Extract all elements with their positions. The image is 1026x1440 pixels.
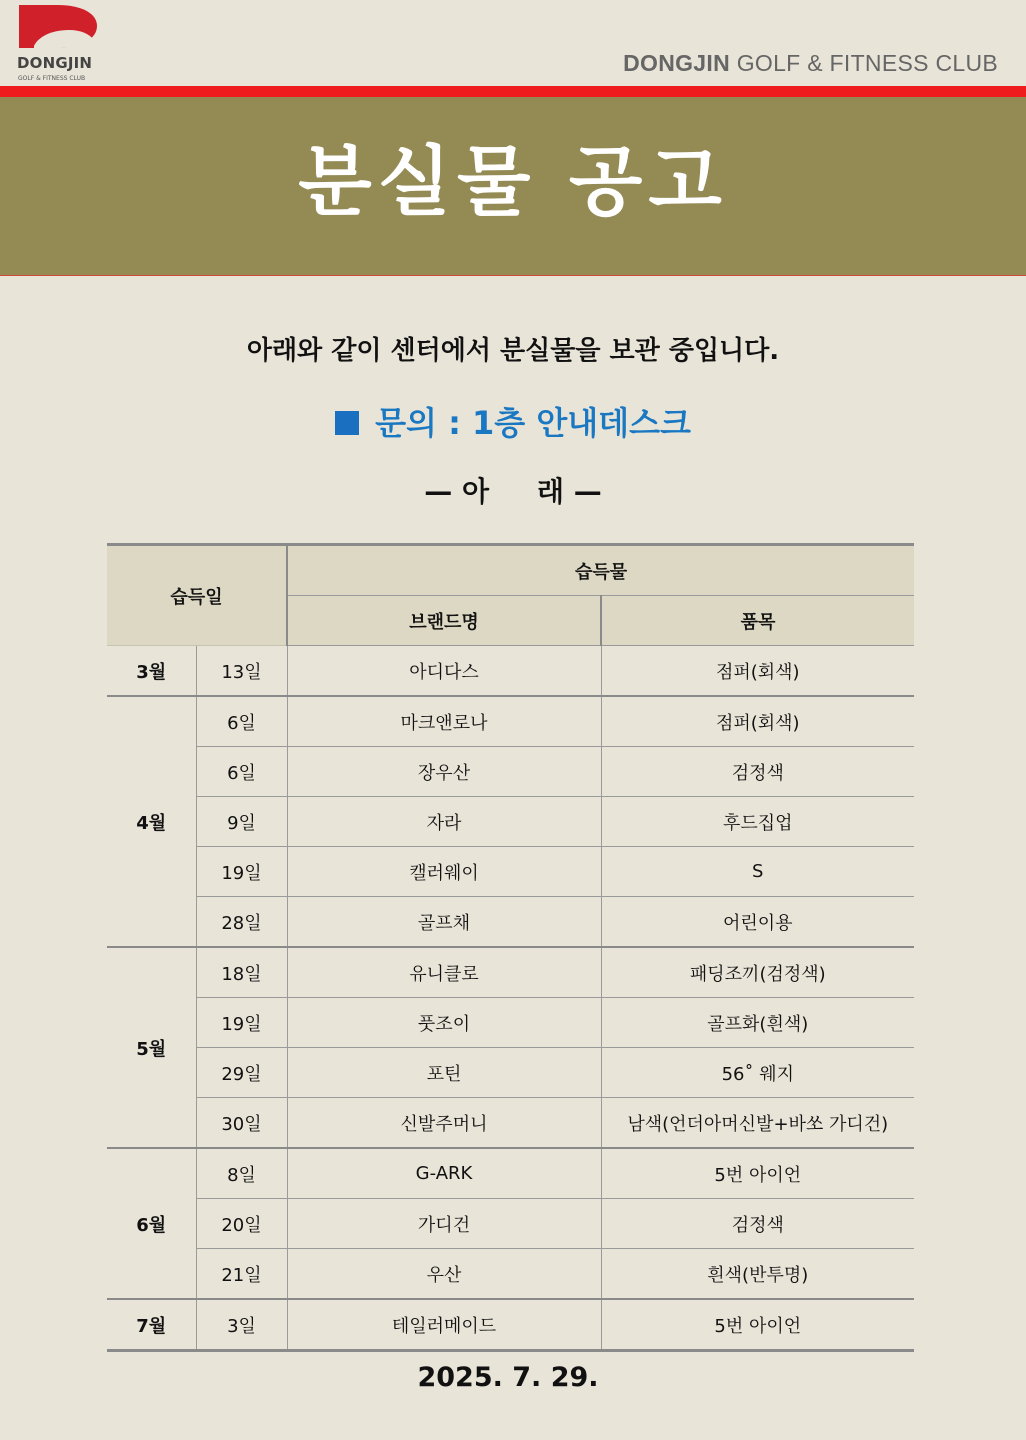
- below-heading-right: 래 —: [537, 475, 602, 508]
- table-row: [107, 696, 914, 747]
- page-title: 분실물 공고: [298, 137, 728, 226]
- month-cell: 5월: [107, 947, 196, 1148]
- item-cell: 후드집업: [601, 797, 914, 847]
- day-cell: 29일: [196, 1048, 287, 1098]
- header-brand: 브랜드명: [287, 596, 601, 646]
- item-cell: 점퍼(회색): [601, 696, 914, 747]
- logo-name: DONGJIN: [17, 54, 93, 72]
- day-cell: 21일: [196, 1249, 287, 1300]
- brand-cell: 아디다스: [287, 646, 601, 697]
- table-row: [107, 1299, 914, 1351]
- title-banner: [0, 97, 1026, 276]
- logo: [17, 4, 99, 82]
- table-row: [107, 1249, 914, 1300]
- day-cell: 28일: [196, 897, 287, 948]
- item-cell: S: [601, 847, 914, 897]
- brand-cell: 테일러메이드: [287, 1299, 601, 1351]
- contact-line: [0, 398, 1026, 444]
- header-item: 품목: [601, 596, 914, 646]
- item-cell: 남색(언더아머신발+바쏘 가디건): [601, 1098, 914, 1149]
- month-cell: 3월: [107, 646, 196, 697]
- table-row: [107, 747, 914, 797]
- table-row: [107, 1148, 914, 1199]
- day-cell: 19일: [196, 998, 287, 1048]
- page-header: [0, 0, 1026, 86]
- table-row: [107, 1199, 914, 1249]
- brand-cell: 장우산: [287, 747, 601, 797]
- brand-cell: 자라: [287, 797, 601, 847]
- item-cell: 검정색: [601, 1199, 914, 1249]
- square-bullet-icon: [335, 411, 359, 435]
- day-cell: 6일: [196, 696, 287, 747]
- item-cell: 5번 아이언: [601, 1299, 914, 1351]
- header-date: 습득일: [107, 545, 287, 646]
- item-cell: 5번 아이언: [601, 1148, 914, 1199]
- contact-text: 문의 : 1층 안내데스크: [375, 404, 691, 442]
- day-cell: 3일: [196, 1299, 287, 1351]
- day-cell: 9일: [196, 797, 287, 847]
- item-cell: 어린이용: [601, 897, 914, 948]
- day-cell: 13일: [196, 646, 287, 697]
- day-cell: 20일: [196, 1199, 287, 1249]
- item-cell: 골프화(흰색): [601, 998, 914, 1048]
- item-cell: 56˚ 웨지: [601, 1048, 914, 1098]
- table-row: [107, 847, 914, 897]
- day-cell: 8일: [196, 1148, 287, 1199]
- brand-cell: 포틴: [287, 1048, 601, 1098]
- club-name-rest: GOLF & FITNESS CLUB: [730, 50, 998, 76]
- below-heading-left: — 아: [424, 475, 489, 508]
- day-cell: 18일: [196, 947, 287, 998]
- logo-subtitle: GOLF & FITNESS CLUB: [18, 75, 86, 82]
- brand-cell: 캘러웨이: [287, 847, 601, 897]
- notice-date: 2025. 7. 29.: [417, 1362, 599, 1393]
- brand-cell: 풋조이: [287, 998, 601, 1048]
- club-name: [623, 50, 998, 77]
- month-cell: 6월: [107, 1148, 196, 1299]
- red-divider: [0, 86, 1026, 97]
- intro-text: 아래와 같이 센터에서 분실물을 보관 중입니다.: [246, 336, 780, 366]
- lost-items-table: [107, 543, 914, 1352]
- item-cell: 패딩조끼(검정색): [601, 947, 914, 998]
- table-row: [107, 797, 914, 847]
- brand-cell: G-ARK: [287, 1148, 601, 1199]
- club-name-bold: DONGJIN: [623, 50, 730, 76]
- brand-cell: 골프채: [287, 897, 601, 948]
- table-row: [107, 897, 914, 948]
- month-cell: 4월: [107, 696, 196, 947]
- item-cell: 흰색(반투명): [601, 1249, 914, 1300]
- day-cell: 19일: [196, 847, 287, 897]
- table-row: [107, 1098, 914, 1149]
- day-cell: 30일: [196, 1098, 287, 1149]
- month-cell: 7월: [107, 1299, 196, 1351]
- table-row: [107, 998, 914, 1048]
- table-row: [107, 646, 914, 697]
- brand-cell: 마크앤로나: [287, 696, 601, 747]
- header-item-group: 습득물: [287, 545, 914, 596]
- item-cell: 점퍼(회색): [601, 646, 914, 697]
- brand-cell: 가디건: [287, 1199, 601, 1249]
- logo-mark-icon: [17, 4, 97, 50]
- table-row: [107, 947, 914, 998]
- below-heading: [0, 470, 1026, 510]
- table-row: [107, 1048, 914, 1098]
- brand-cell: 신발주머니: [287, 1098, 601, 1149]
- day-cell: 6일: [196, 747, 287, 797]
- brand-cell: 유니클로: [287, 947, 601, 998]
- brand-cell: 우산: [287, 1249, 601, 1300]
- item-cell: 검정색: [601, 747, 914, 797]
